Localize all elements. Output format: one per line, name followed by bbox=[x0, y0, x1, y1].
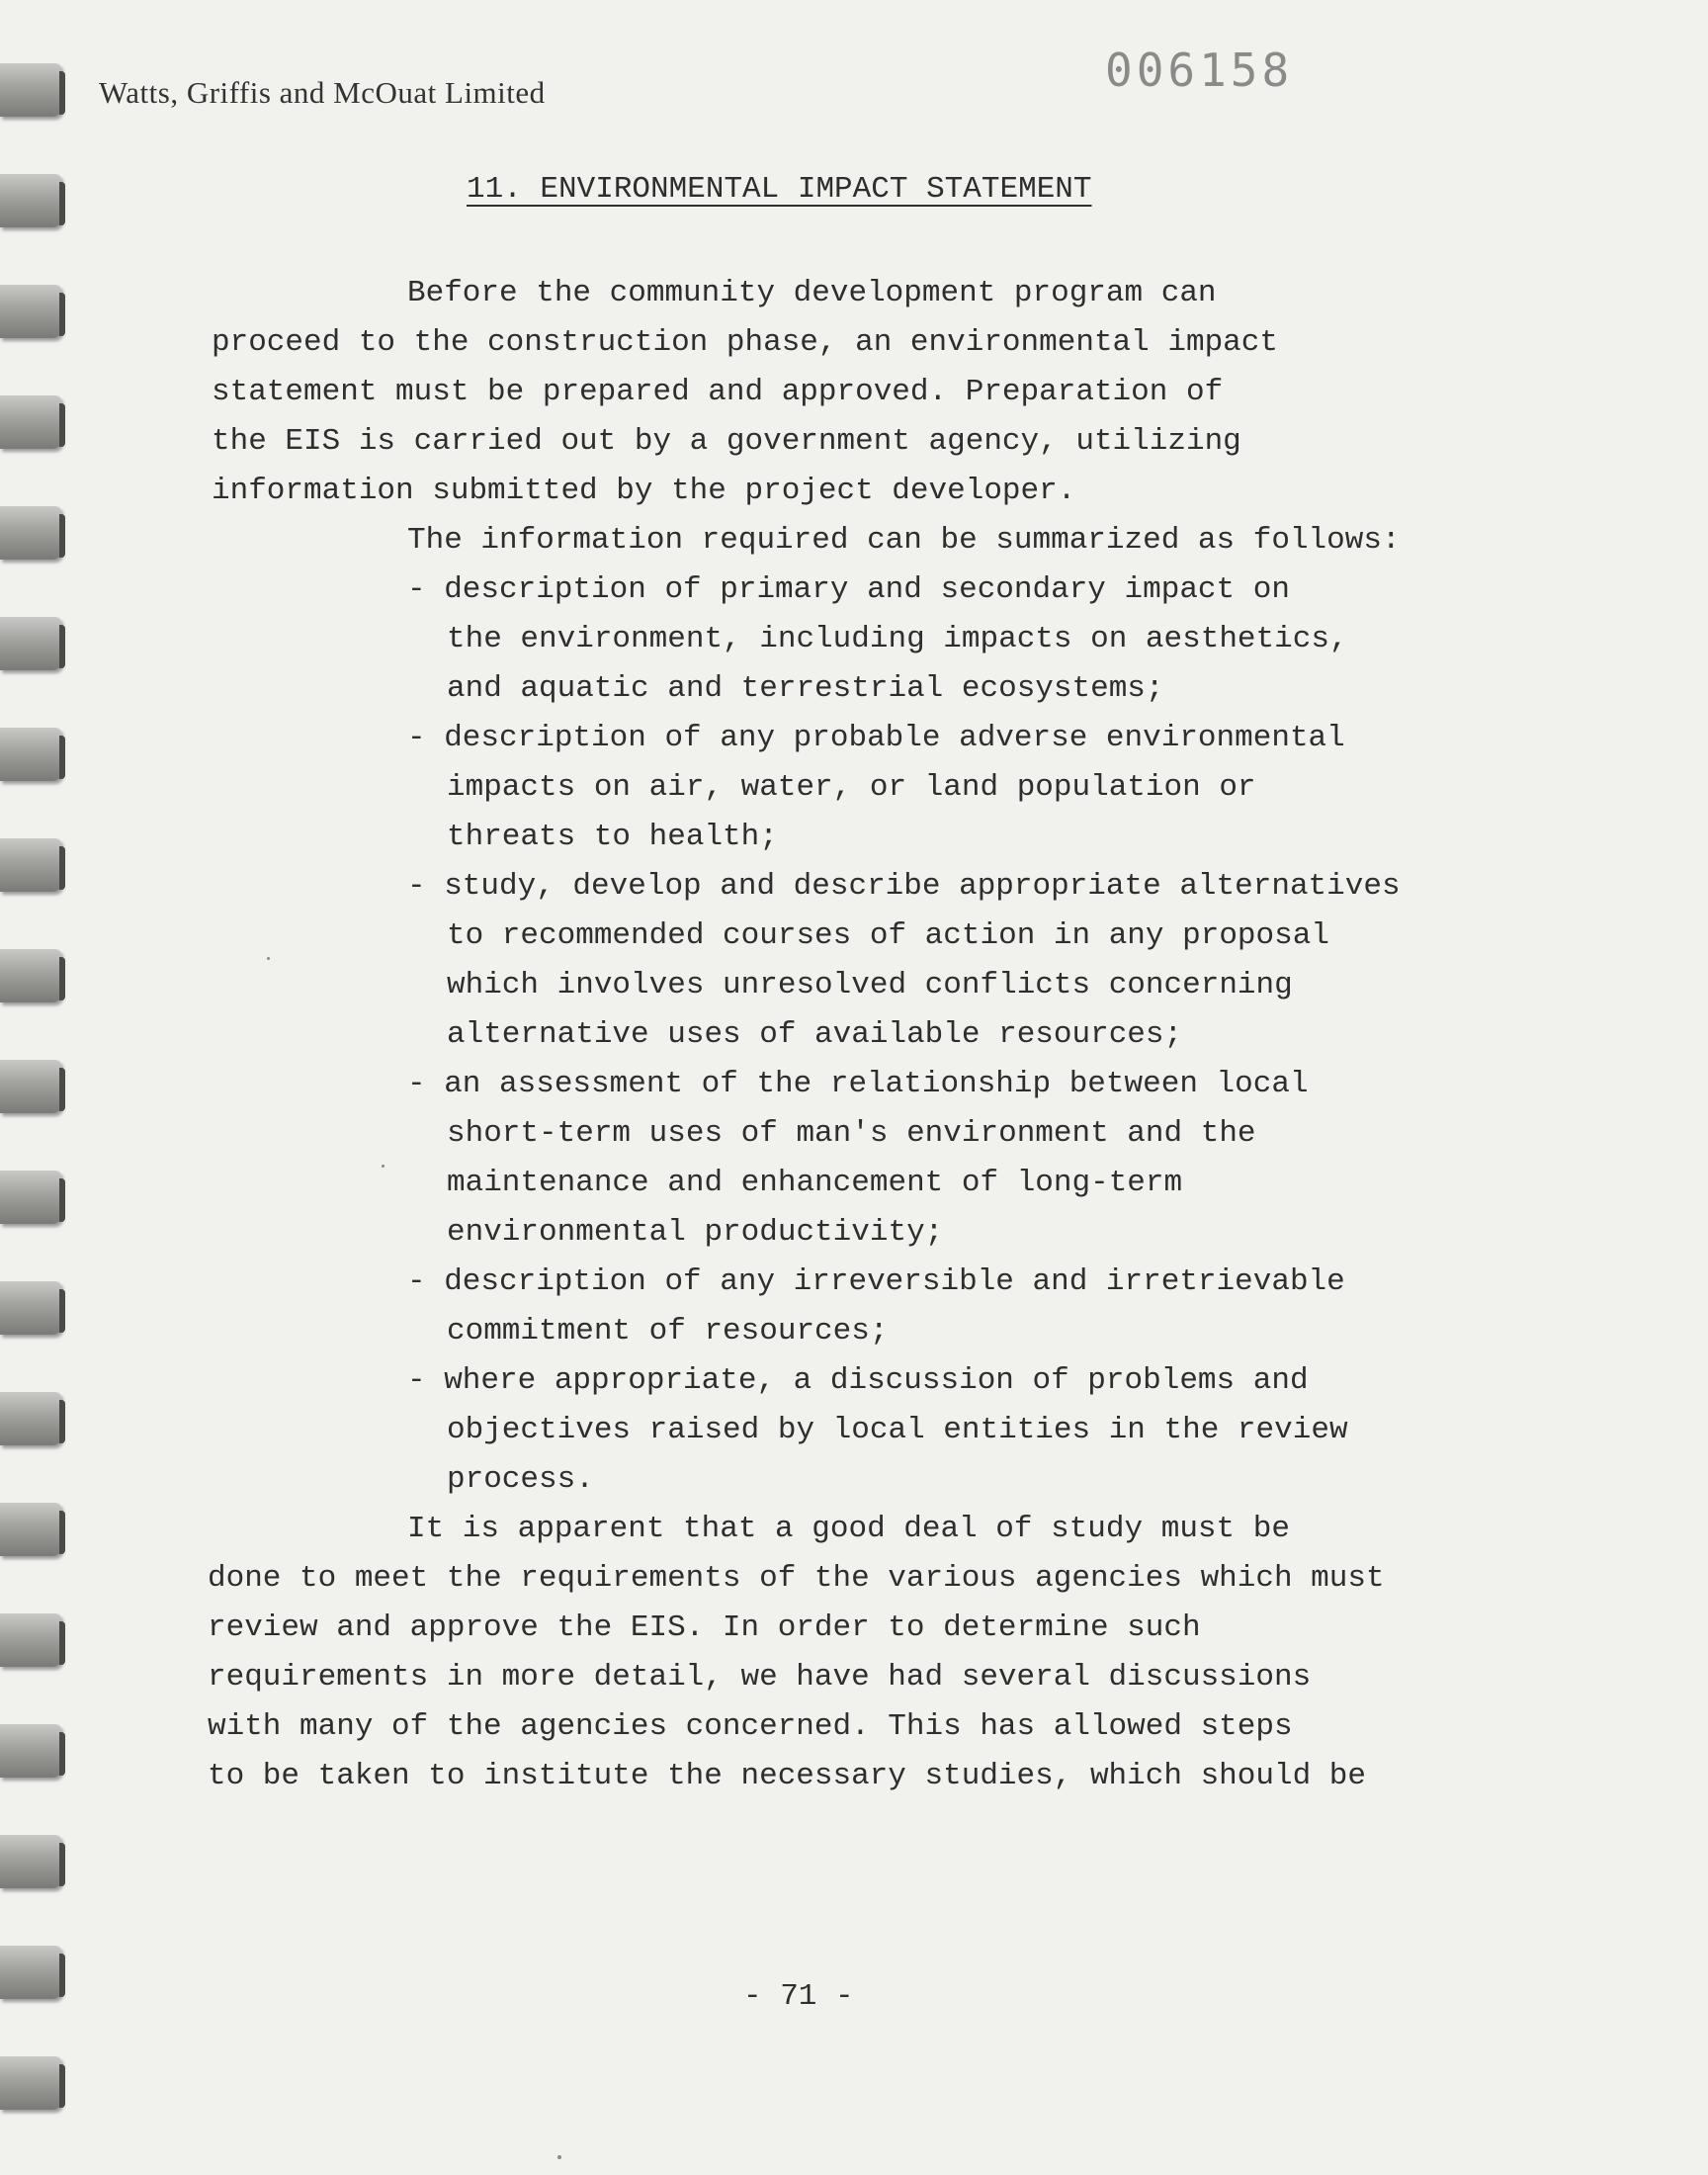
spiral-binding bbox=[0, 0, 79, 2175]
body-line: requirements in more detail, we have had several discussions bbox=[208, 1660, 1312, 1695]
list-item-line: threats to health; bbox=[447, 820, 778, 854]
list-item-line: alternative uses of available resources; bbox=[447, 1017, 1183, 1052]
list-item-line: short-term uses of man's environment and the bbox=[447, 1116, 1256, 1151]
list-item-line: commitment of resources; bbox=[447, 1314, 889, 1348]
section-heading: 11. ENVIRONMENTAL IMPACT STATEMENT bbox=[467, 172, 1092, 207]
scan-speck bbox=[557, 2155, 561, 2159]
body-line: with many of the agencies concerned. This has allowed steps bbox=[208, 1709, 1293, 1744]
body-line: to be taken to institute the necessary studies, which should be bbox=[208, 1759, 1366, 1793]
scan-speck bbox=[267, 957, 270, 960]
list-item-line: which involves unresolved conflicts concerning bbox=[447, 968, 1293, 1002]
binding-ring bbox=[0, 617, 61, 670]
binding-ring bbox=[0, 2056, 61, 2110]
binding-ring bbox=[0, 1392, 61, 1445]
list-item-line: process. bbox=[447, 1462, 594, 1497]
body-line: proceed to the construction phase, an environmental impact bbox=[212, 325, 1278, 360]
list-item-line: to recommended courses of action in any proposal bbox=[447, 918, 1329, 953]
binding-ring bbox=[0, 1946, 61, 1999]
list-item-line: impacts on air, water, or land population or bbox=[447, 770, 1256, 805]
body-line: review and approve the EIS. In order to determine such bbox=[208, 1610, 1201, 1645]
body-line: It is apparent that a good deal of study must be bbox=[407, 1512, 1290, 1546]
scan-speck bbox=[382, 1165, 384, 1168]
firm-letterhead: Watts, Griffis and McOuat Limited bbox=[99, 75, 546, 110]
body-line: done to meet the requirements of the various agencies which must bbox=[208, 1561, 1385, 1596]
list-item-line: the environment, including impacts on aesthetics, bbox=[447, 622, 1348, 656]
body-line: The information required can be summarized as follows: bbox=[407, 523, 1401, 558]
binding-ring bbox=[0, 1281, 61, 1335]
document-number-stamp: 006158 bbox=[1105, 44, 1294, 97]
binding-ring bbox=[0, 285, 61, 338]
binding-ring bbox=[0, 395, 61, 449]
body-line: Before the community development program can bbox=[407, 276, 1217, 310]
binding-ring bbox=[0, 1724, 61, 1778]
body-line: statement must be prepared and approved. Preparation of bbox=[212, 375, 1224, 409]
binding-ring bbox=[0, 1835, 61, 1888]
list-item-line: - study, develop and describe appropriate alternatives bbox=[407, 869, 1401, 904]
body-line: information submitted by the project developer. bbox=[212, 474, 1076, 508]
list-item-line: objectives raised by local entities in the review bbox=[447, 1413, 1348, 1447]
list-item-line: - an assessment of the relationship between local bbox=[407, 1067, 1309, 1101]
binding-ring bbox=[0, 1503, 61, 1556]
list-item-line: - description of any irreversible and irretrievable bbox=[407, 1264, 1345, 1299]
list-item-line: - description of primary and secondary impact on bbox=[407, 572, 1290, 607]
list-item-line: maintenance and enhancement of long-term bbox=[447, 1166, 1183, 1200]
binding-ring bbox=[0, 63, 61, 117]
list-item-line: environmental productivity; bbox=[447, 1215, 944, 1250]
binding-ring bbox=[0, 838, 61, 892]
binding-ring bbox=[0, 506, 61, 560]
binding-ring bbox=[0, 728, 61, 781]
list-item-line: and aquatic and terrestrial ecosystems; bbox=[447, 671, 1164, 706]
list-item-line: - description of any probable adverse environmental bbox=[407, 721, 1345, 755]
binding-ring bbox=[0, 1171, 61, 1224]
page-number: - 71 - bbox=[743, 1979, 854, 2014]
binding-ring bbox=[0, 1613, 61, 1667]
binding-ring bbox=[0, 174, 61, 227]
body-line: the EIS is carried out by a government agency, utilizing bbox=[212, 424, 1241, 459]
binding-ring bbox=[0, 1060, 61, 1113]
list-item-line: - where appropriate, a discussion of problems and bbox=[407, 1363, 1309, 1398]
binding-ring bbox=[0, 949, 61, 1002]
